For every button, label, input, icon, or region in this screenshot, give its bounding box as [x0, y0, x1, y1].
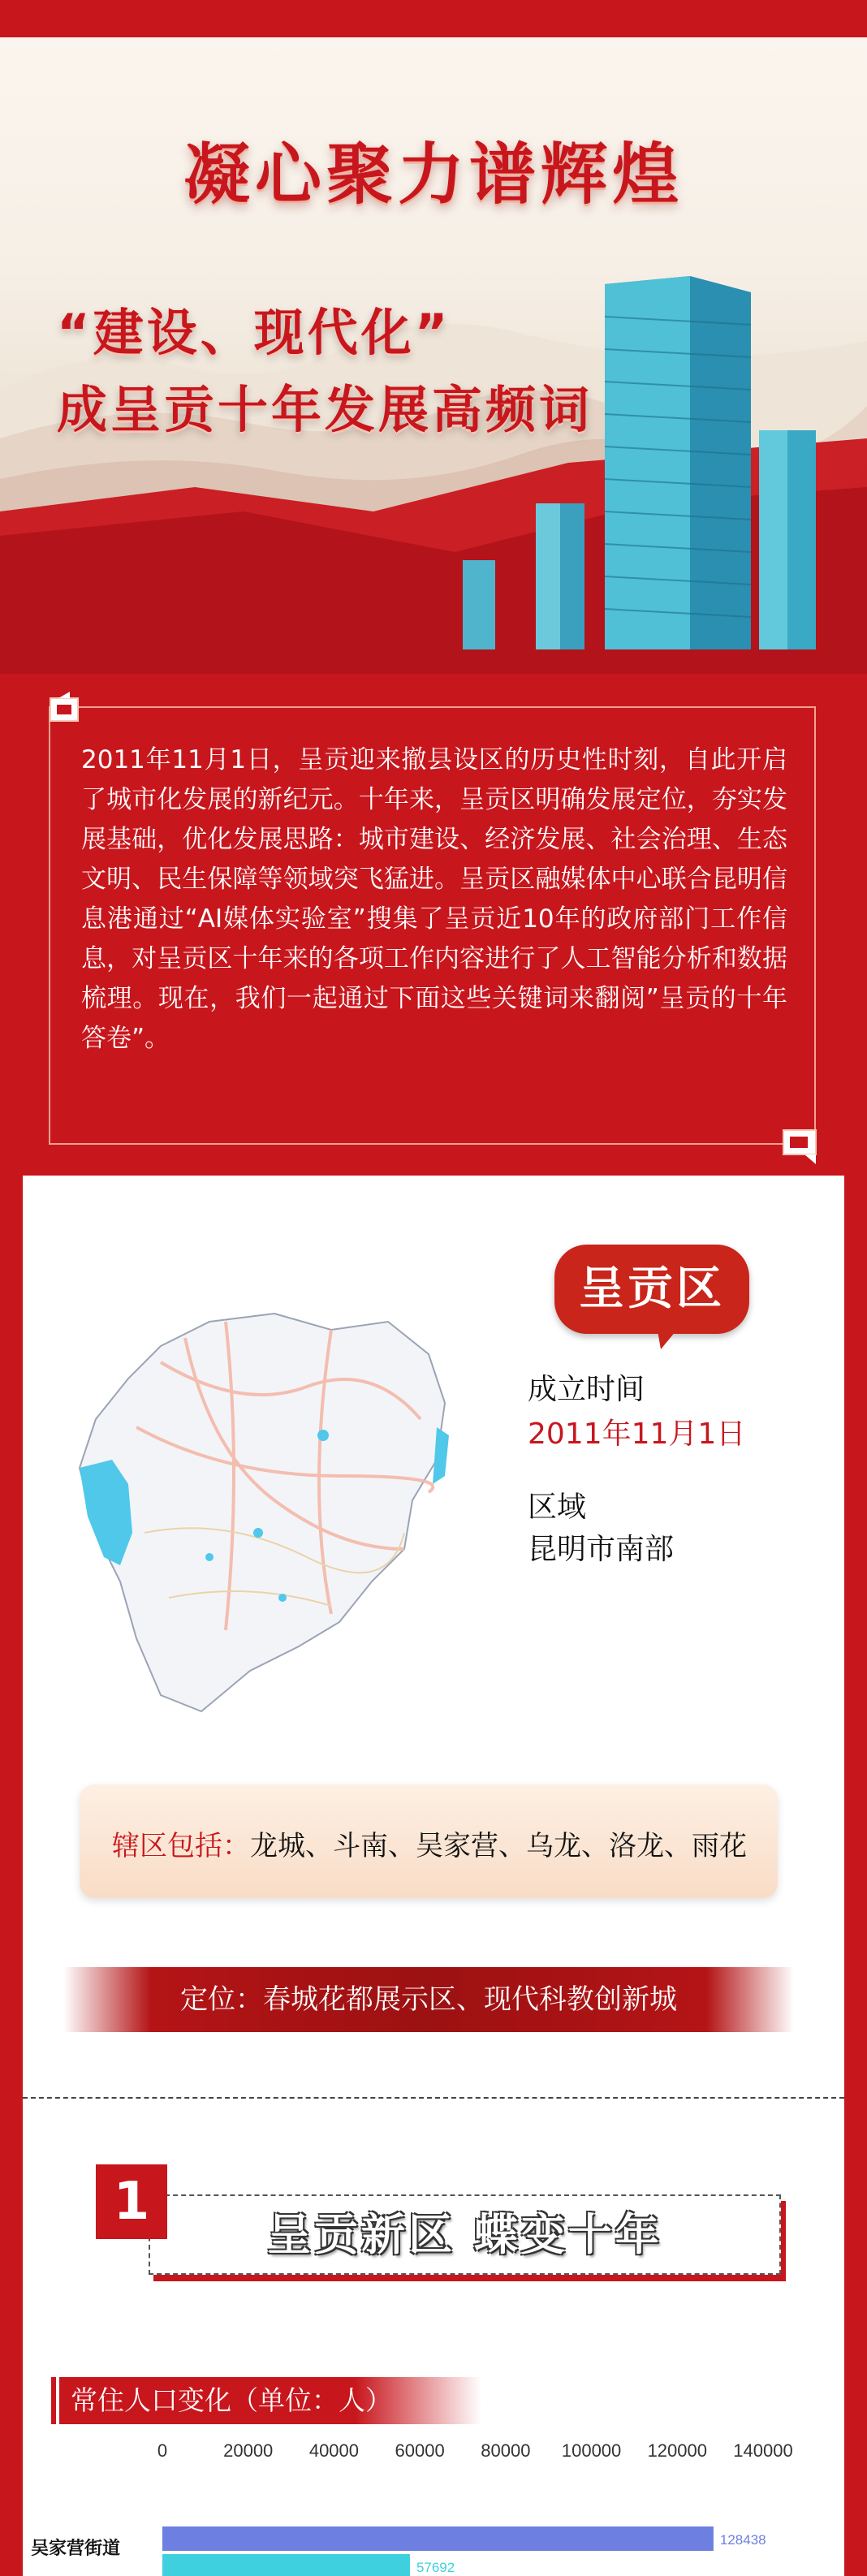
section-divider [23, 2097, 844, 2099]
section-number: 1 [96, 2164, 167, 2239]
chart-title-text: 常住人口变化（单位：人） [71, 2384, 392, 2416]
quote-close-icon [780, 1127, 826, 1166]
jurisdiction-box [80, 1784, 778, 1898]
region-label: 区域 [528, 1491, 587, 1524]
x-tick-label-5: 100000 [561, 2440, 622, 2461]
x-tick-label-2: 40000 [308, 2440, 360, 2461]
jurisdiction-text [112, 1823, 747, 1863]
established-label: 成立时间 [528, 1373, 645, 1406]
bar-value-label-1-0: 57692 [416, 2560, 455, 2575]
intro-paragraph: 2011年11月1日，呈贡迎来撤县设区的历史性时刻，自此开启了城市化发展的新纪元。十年来，呈贡区明确发展定位，夯实发展基础，优化发展思路：城市建设、经济发展、社会治理、生态文明、民生保障等领域突飞猛进。呈贡区融媒体中心联合昆明信息港通过“AI媒体实验室”搜集了呈贡近10年的政府部门工作信息，对呈贡区十年来的各项工作内容进行了人工智能分析和数据梳理。现在，我们一起通过下面这些关键词来翻阅”呈贡的十年答卷”。 [81, 745, 787, 1053]
district-map [63, 1289, 518, 1744]
bar-series-1-0 [162, 2554, 410, 2576]
main-title: 凝心聚力谱辉煌 [183, 136, 684, 214]
jurisdiction-label: 辖区包括： [112, 1830, 250, 1862]
content-panel [23, 1176, 844, 2576]
chart-title [59, 2377, 481, 2424]
intro-box [49, 706, 816, 1145]
region-value: 昆明市南部 [528, 1533, 675, 1566]
positioning-banner: 定位：春城花都展示区、现代科教创新城 [63, 1967, 794, 2032]
jurisdiction-value: 龙城、斗南、吴家营、乌龙、洛龙、雨花 [250, 1830, 747, 1862]
x-tick-label-7: 140000 [733, 2440, 793, 2461]
x-tick-label-6: 120000 [647, 2440, 707, 2461]
subtitle-line-2: 成呈贡十年发展高频词 [57, 380, 593, 439]
bar-value-label-0-0: 128438 [719, 2532, 766, 2548]
badge-speech-tail [656, 1322, 688, 1354]
established-value: 2011年11月1日 [528, 1417, 746, 1451]
x-tick-label-3: 60000 [395, 2440, 445, 2461]
x-tick-label-1: 20000 [223, 2440, 274, 2461]
section-title: 呈贡新区 蝶变十年 [149, 2194, 781, 2275]
top-red-strip [0, 0, 867, 37]
x-tick-label-0: 0 [157, 2440, 168, 2461]
category-label-0: 吴家营街道 [31, 2539, 121, 2559]
bar-series-0-0 [162, 2526, 714, 2551]
x-tick-label-4: 80000 [481, 2440, 531, 2461]
quote-open-icon [49, 690, 84, 723]
subtitle-line-1: “建设、现代化” [57, 303, 451, 362]
population-bar-chart [23, 2434, 844, 2576]
district-name-badge: 呈贡区 [554, 1245, 749, 1334]
chart-title-accent [51, 2377, 56, 2424]
header-poster [0, 0, 867, 674]
